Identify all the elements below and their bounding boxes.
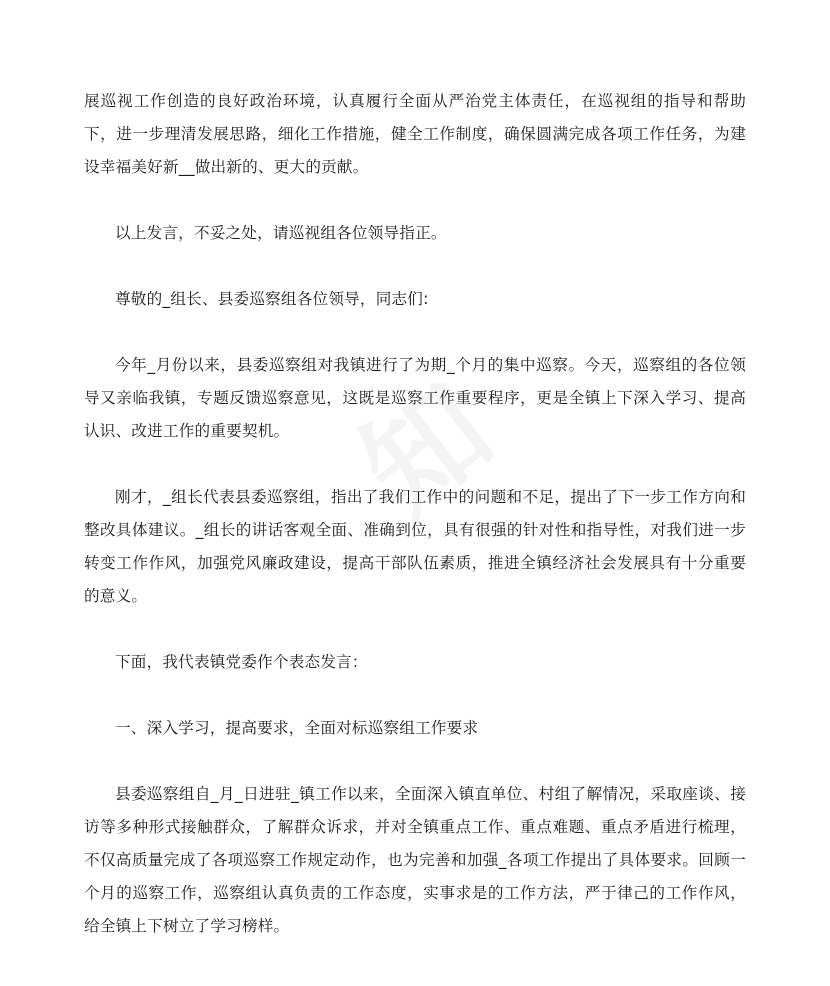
paragraph-feedback: 刚才，_组长代表县委巡察组，指出了我们工作中的问题和不足，提出了下一步工作方向和整改具体建议。_组长的讲话客观全面、准确到位，具有很强的针对性和指导性，对我们进一步转变工作作风，加强党风廉政建设，提高干部队伍素质，推进全镇经济社会发展具有十分重要的意义。	[84, 488, 746, 605]
paragraph-closing-remark: 以上发言，不妥之处，请巡视组各位领导指正。	[115, 224, 447, 242]
paragraph-statement-intro: 下面，我代表镇党委作个表态发言：	[115, 653, 368, 671]
paragraph-salutation: 尊敬的_组长、县委巡察组各位领导，同志们:	[115, 290, 429, 308]
paragraph-introduction: 今年_月份以来，县委巡察组对我镇进行了为期_个月的集中巡察。今天，巡察组的各位领导又亲临我镇，专题反馈巡察意见，这既是巡察工作重要程序，更是全镇上下深入学习、提高认识、改进工作的重要契机。	[84, 356, 746, 440]
paragraph-inspection-review: 县委巡察组自_月_日进驻_镇工作以来，全面深入镇直单位、村组了解情况，采取座谈、接访等多种形式接触群众，了解群众诉求，并对全镇重点工作、重点难题、重点矛盾进行梳理，不仅高质量完成了各项巡察工作规定动作，也为完善和加强_各项工作提出了具体要求。回顾一个月的巡察工作，巡察组认真负责的工作态度，实事求是的工作方法，严于律己的工作作风，给全镇上下树立了学习榜样。	[84, 785, 746, 935]
paragraph-closing-continuation: 展巡视工作创造的良好政治环境，认真履行全面从严治党主体责任，在巡视组的指导和帮助下，进一步理清发展思路，细化工作措施，健全工作制度，确保圆满完成各项工作任务，为建设幸福美好新__做出新的、更大的贡献。	[84, 92, 746, 176]
document-body	[84, 85, 746, 976]
section-heading-one: 一、深入学习，提高要求，全面对标巡察组工作要求	[115, 719, 479, 737]
